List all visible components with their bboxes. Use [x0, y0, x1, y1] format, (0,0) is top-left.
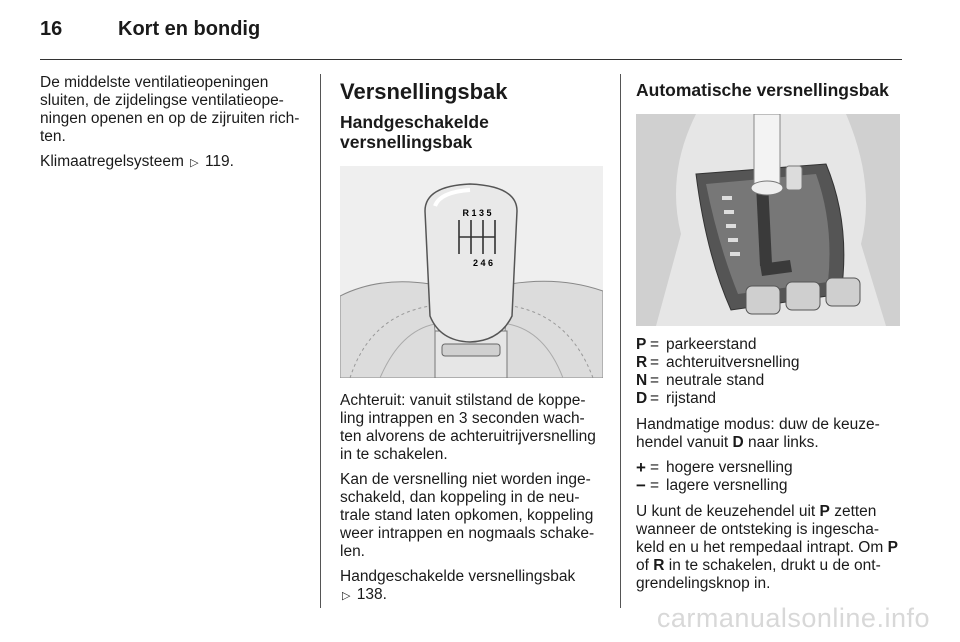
gear-position-row-p: P = parkeerstand [636, 336, 757, 353]
minus-icon: − [636, 476, 646, 495]
manual-mode-paragraph: Handmatige modus: duw de keuze-hendel vanuit D naar links. [636, 416, 880, 451]
climate-link-text[interactable]: Klimaatregelsysteem [40, 153, 184, 170]
column-middle [340, 74, 605, 612]
column-left [40, 74, 308, 179]
reference-arrow-icon: ▷ [190, 157, 199, 169]
page-header [40, 18, 260, 48]
column-divider-2 [620, 74, 621, 608]
reverse-gear-paragraph: Achteruit: vanuit stilstand de koppe-ling intrappen en 3 seconden wach-ten alvorens de achteruitrijversnelling in te schakelen. [340, 392, 596, 463]
subheading-automatic-gearbox: Automatische versnellingsbak [636, 80, 889, 100]
gear-position-row-r: R = achteruitversnelling [636, 354, 800, 371]
reference-arrow-icon: ▷ [342, 590, 351, 602]
watermark: carmanualsonline.info [656, 603, 930, 633]
shift-symbols-list [636, 459, 904, 495]
plus-icon: + [636, 458, 646, 477]
header-divider [40, 59, 902, 60]
gear-not-engaging-paragraph: Kan de versnelling niet worden inge-schakeld, dan koppeling in de neu-trale stand laten opkomen, koppeling weer intrappen en nogmaals schake-len. [340, 471, 595, 560]
column-right [636, 74, 904, 600]
shift-down-row: − = lagere versnelling [636, 476, 788, 495]
ventilation-paragraph: De middelste ventilatieopeningen sluiten, de zijdelingse ventilatieope-ningen openen en op de zijruiten rich-ten. [40, 74, 300, 145]
climate-reference [40, 153, 308, 172]
gear-positions-list [636, 336, 904, 408]
automatic-selector-figure [636, 114, 900, 326]
manual-gear-knob-figure [340, 166, 603, 378]
manual-gearbox-reference [340, 568, 605, 605]
knob-pattern-bottom-labels: 2 4 6 [472, 258, 494, 268]
climate-link-page[interactable]: 119. [204, 153, 234, 170]
knob-pattern-top-labels: R 1 3 5 [462, 208, 492, 218]
gear-knob-illustration [340, 166, 603, 378]
gear-position-row-d: D = rijstand [636, 390, 716, 407]
gear-position-row-n: N = neutrale stand [636, 372, 765, 389]
page-number: 16 [40, 18, 63, 40]
manual-gearbox-link-text[interactable]: Handgeschakelde versnellingsbak [340, 568, 576, 585]
column-divider-1 [320, 74, 321, 608]
subheading-manual-gearbox: Handgeschakelde versnellingsbak [340, 112, 489, 152]
section-heading-gearbox: Versnellingsbak [340, 79, 508, 104]
release-button-paragraph: U kunt de keuzehendel uit P zetten wanneer de ontsteking is ingescha-keld en u het rempedaal intrapt. Om P of R in te schakelen, drukt u de ont-grendelingsknop in. [636, 503, 898, 592]
manual-gearbox-link-page[interactable]: 138. [356, 586, 387, 603]
shift-up-row: + = hogere versnelling [636, 458, 793, 477]
chapter-title: Kort en bondig [118, 18, 261, 40]
automatic-selector-illustration [636, 114, 900, 326]
